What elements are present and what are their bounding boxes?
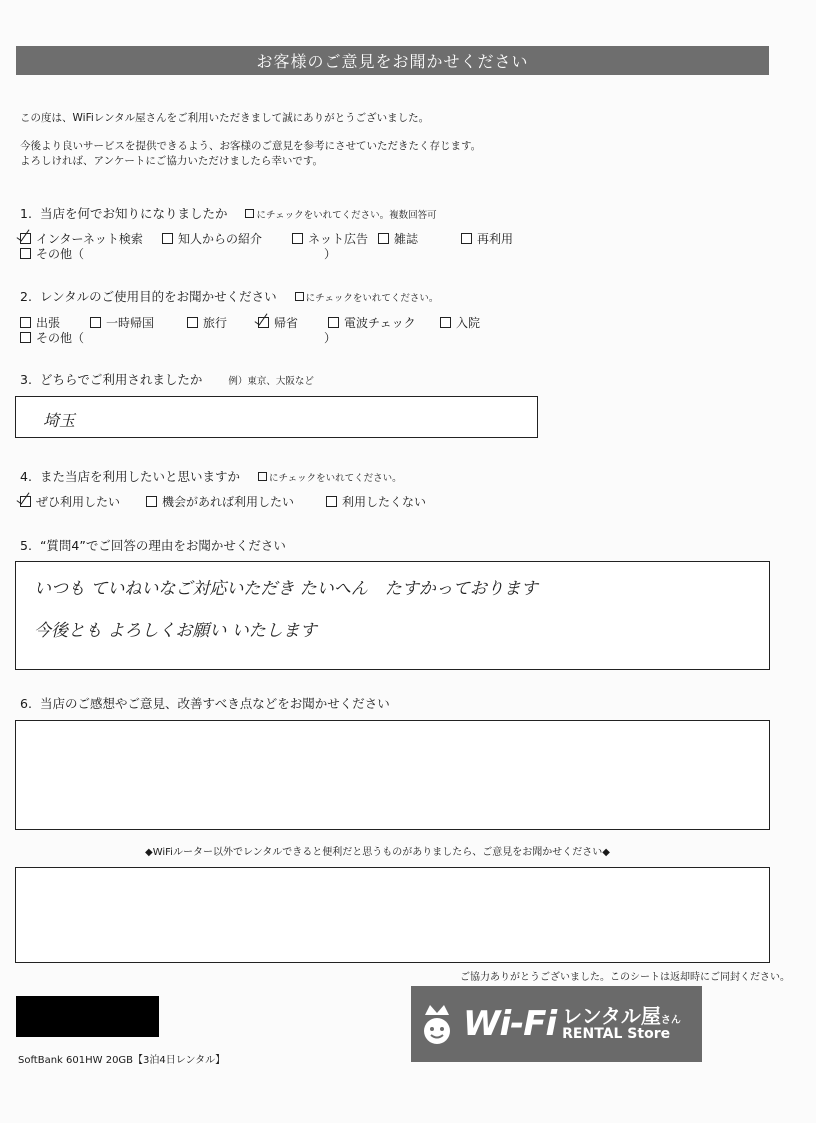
checkbox-icon bbox=[146, 496, 157, 507]
question-6: 6. 当店のご感想やご意見、改善すべき点などをお聞かせください bbox=[20, 696, 390, 711]
checkbox-icon bbox=[162, 233, 173, 244]
checkbox-icon bbox=[90, 317, 101, 328]
q1-option-magazine[interactable]: 雑誌 bbox=[378, 230, 418, 247]
checkbox-icon bbox=[187, 317, 198, 328]
form-title: お客様のご意見をお聞かせください bbox=[16, 46, 769, 75]
checkbox-checked-icon bbox=[20, 496, 31, 507]
q1-option-internet[interactable]: インターネット検索 bbox=[20, 230, 143, 247]
rental-suggestion-box[interactable] bbox=[15, 867, 770, 963]
q2-option-homecoming[interactable]: 帰省 bbox=[258, 314, 298, 331]
q5-answer-line-2: 今後とも よろしくお願い いたします bbox=[34, 621, 317, 641]
question-4: 4. また当店を利用したいと思いますか にチェックをいれてください。 bbox=[20, 469, 402, 484]
checkbox-icon bbox=[378, 233, 389, 244]
q2-option-other[interactable]: その他（ ） bbox=[20, 329, 336, 346]
q5-answer-box[interactable] bbox=[15, 561, 770, 670]
checkbox-icon bbox=[328, 317, 339, 328]
mascot-icon bbox=[411, 986, 463, 1062]
intro-line-2: 今後より良いサービスを提供できるよう、お客様のご意見を参考にさせていただきたく存じます。 bbox=[20, 140, 482, 152]
checkbox-icon bbox=[292, 233, 303, 244]
checkbox-icon bbox=[20, 332, 31, 343]
q2-option-signal-check[interactable]: 電波チェック bbox=[328, 314, 416, 331]
q2-option-business[interactable]: 出張 bbox=[20, 314, 60, 331]
question-1: 1. 当店を何でお知りになりましたか にチェックをいれてください。複数回答可 bbox=[20, 206, 437, 221]
q1-option-web-ad[interactable]: ネット広告 bbox=[292, 230, 368, 247]
logo-name-jp: レンタル屋 bbox=[562, 1004, 661, 1029]
q2-option-hospital[interactable]: 入院 bbox=[440, 314, 480, 331]
q1-option-other[interactable]: その他（ ） bbox=[20, 245, 336, 262]
q6-answer-box[interactable] bbox=[15, 720, 770, 830]
q5-answer-line-1: いつも ていねいなご対応いただき たいへん たすかっております bbox=[34, 579, 538, 599]
q1-option-repeat[interactable]: 再利用 bbox=[461, 230, 513, 247]
question-3: 3. どちらでご利用されましたか 例）東京、大阪など bbox=[20, 372, 314, 387]
checkbox-checked-icon bbox=[20, 233, 31, 244]
checkbox-icon bbox=[440, 317, 451, 328]
question-2: 2. レンタルのご使用目的をお聞かせください にチェックをいれてください。 bbox=[20, 289, 439, 304]
logo-san: さん bbox=[660, 1015, 681, 1027]
q3-answer-box[interactable] bbox=[15, 396, 538, 438]
logo-name-en: RENTAL Store bbox=[562, 1026, 671, 1043]
logo-wifi-text: Wi-Fi bbox=[463, 1004, 557, 1044]
q4-option-no[interactable]: 利用したくない bbox=[326, 493, 426, 510]
rental-suggestion-heading: ◆WiFiルーター以外でレンタルできると便利だと思うものがありましたら、ご意見をお聞かせください◆ bbox=[145, 847, 610, 858]
q2-option-temp-return[interactable]: 一時帰国 bbox=[90, 314, 154, 331]
footer-thanks: ご協力ありがとうございました。このシートは返却時にご同封ください。 bbox=[460, 972, 790, 983]
checkbox-icon bbox=[20, 248, 31, 259]
q4-option-maybe[interactable]: 機会があれば利用したい bbox=[146, 493, 294, 510]
q3-answer-text: 埼玉 bbox=[43, 411, 76, 430]
checkbox-icon bbox=[461, 233, 472, 244]
q4-option-definitely[interactable]: ぜひ利用したい bbox=[20, 493, 120, 510]
question-5: 5. “質問4”でご回答の理由をお聞かせください bbox=[20, 538, 286, 553]
intro-line-3: よろしければ、アンケートにご協力いただけましたら幸いです。 bbox=[20, 155, 324, 167]
q2-option-travel[interactable]: 旅行 bbox=[187, 314, 227, 331]
checkbox-icon bbox=[326, 496, 337, 507]
q1-option-referral[interactable]: 知人からの紹介 bbox=[162, 230, 262, 247]
wifi-rental-logo bbox=[411, 986, 702, 1062]
checkbox-checked-icon bbox=[258, 317, 269, 328]
redacted-block bbox=[16, 996, 159, 1037]
intro-line-1: この度は、WiFiレンタル屋さんをご利用いただきまして誠にありがとうございました。 bbox=[20, 112, 430, 124]
device-info: SoftBank 601HW 20GB【3泊4日レンタル】 bbox=[18, 1055, 226, 1066]
checkbox-icon bbox=[20, 317, 31, 328]
